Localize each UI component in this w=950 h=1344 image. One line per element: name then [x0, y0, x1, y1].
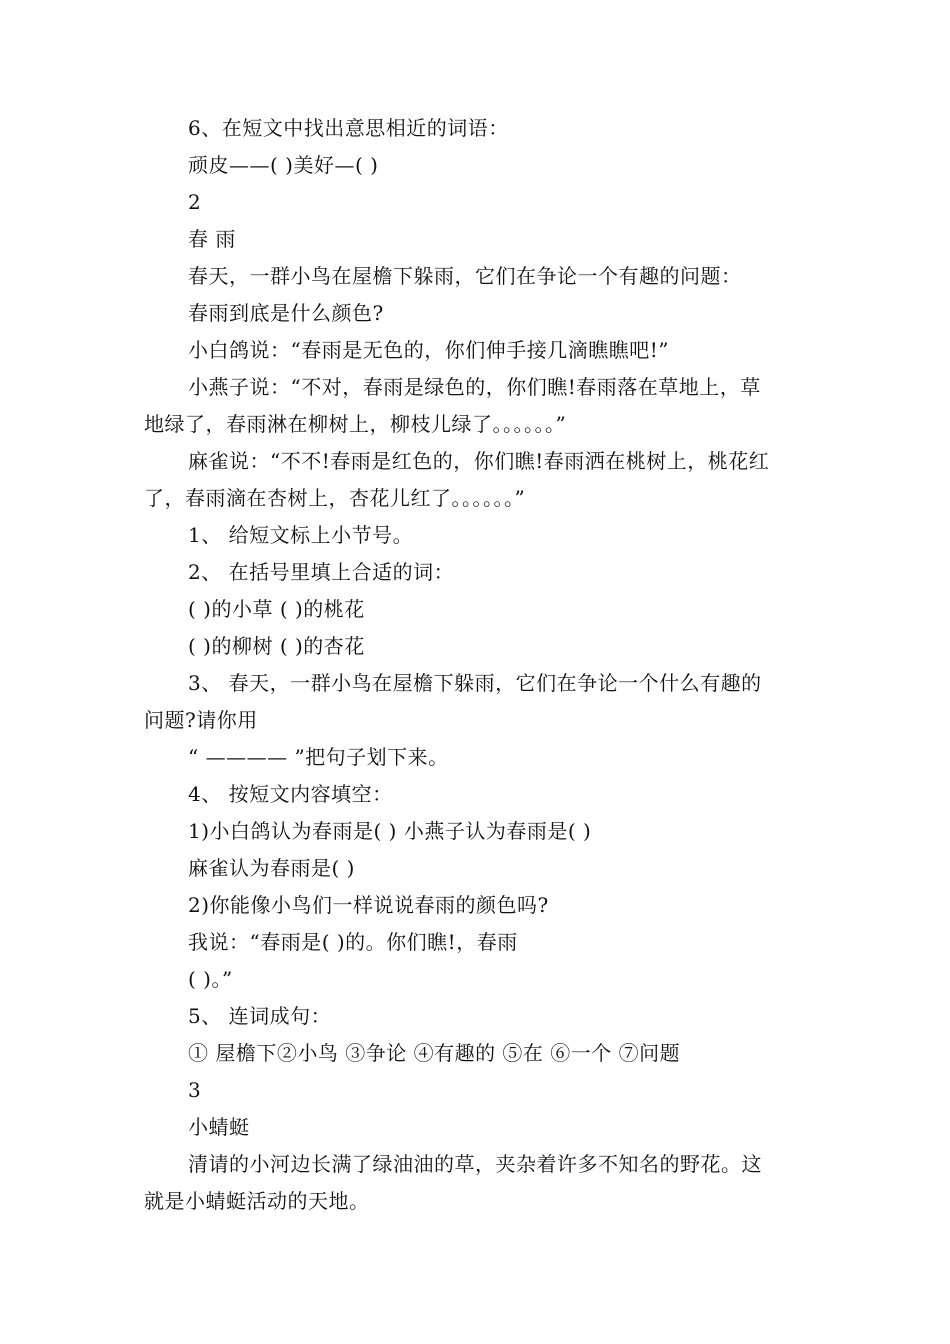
section-number-2: 2	[188, 190, 202, 214]
question-2: 2、 在括号里填上合适的词：	[188, 560, 455, 584]
fill-blank-line: ( )的小草 ( )的桃花	[188, 597, 365, 621]
fill-blank-line: 我说：“春雨是( )的。你们瞧!，春雨	[188, 930, 518, 954]
paragraph-line: 地绿了，春雨淋在柳树上，柳枝儿绿了。。。。。。”	[144, 412, 567, 436]
paragraph-line: 清请的小河边长满了绿油油的草，夹杂着许多不知名的野花。这	[188, 1152, 762, 1176]
paragraph-line: 麻雀说：“不不!春雨是红色的，你们瞧!春雨洒在桃树上，桃花红	[188, 449, 770, 473]
question-1: 1、 给短文标上小节号。	[188, 523, 414, 547]
fill-blank-line: 1)小白鸽认为春雨是( ) 小燕子认为春雨是( )	[188, 819, 592, 843]
question-6: 6、在短文中找出意思相近的词语：	[188, 116, 509, 140]
fill-blank-line: ( )。”	[188, 967, 233, 991]
question-4: 4、 按短文内容填空：	[188, 782, 393, 806]
story-title-xiaoqingting: 小蜻蜓	[188, 1115, 250, 1139]
synonym-blanks: 顽皮——( )美好—( )	[188, 153, 379, 177]
paragraph-line: 就是小蜻蜓活动的天地。	[144, 1189, 370, 1213]
paragraph-line: 小燕子说：“不对，春雨是绿色的，你们瞧!春雨落在草地上，草	[188, 375, 761, 399]
section-number-3: 3	[188, 1078, 202, 1102]
question-4-part-2: 2)你能像小鸟们一样说说春雨的颜色吗?	[188, 893, 549, 917]
word-order-items: ① 屋檐下②小鸟 ③争论 ④有趣的 ⑤在 ⑥一个 ⑦问题	[188, 1041, 681, 1065]
paragraph-line: 春雨到底是什么颜色?	[188, 301, 384, 325]
question-5: 5、 连词成句：	[188, 1004, 332, 1028]
paragraph-line: 春天，一群小鸟在屋檐下躲雨，它们在争论一个有趣的问题：	[188, 264, 742, 288]
story-title-chunyu: 春 雨	[188, 227, 236, 251]
paragraph-line: 了，春雨滴在杏树上，杏花儿红了。。。。。。”	[144, 486, 526, 510]
fill-blank-line: 麻雀认为春雨是( )	[188, 856, 355, 880]
underline-instruction: “ ———— ”把句子划下来。	[188, 745, 449, 769]
paragraph-line: 小白鸽说：“春雨是无色的，你们伸手接几滴瞧瞧吧!”	[188, 338, 669, 362]
question-3-continued: 问题?请你用	[144, 708, 258, 732]
fill-blank-line: ( )的柳树 ( )的杏花	[188, 634, 365, 658]
question-3: 3、 春天，一群小鸟在屋檐下躲雨，它们在争论一个什么有趣的	[188, 671, 762, 695]
